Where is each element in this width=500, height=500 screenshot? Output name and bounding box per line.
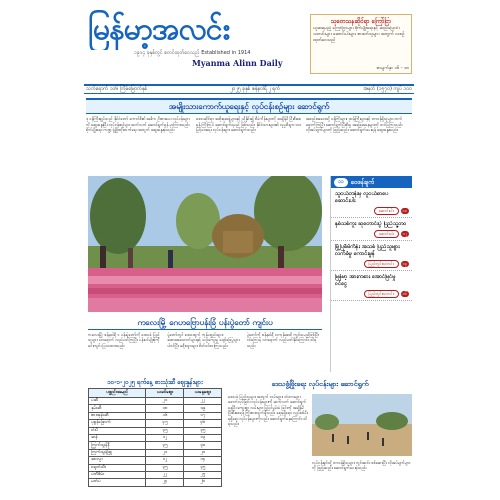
dateline (84, 84, 414, 94)
promo-box (310, 14, 412, 74)
table-cell-price: ၂၀ (184, 449, 222, 456)
table-cell-item: ကြက်သွန်ဖြူ (89, 449, 146, 456)
lead-article (86, 116, 412, 172)
sidebar-item-page: ၁၄ (402, 261, 407, 266)
table-cell-price: ၁၂ (146, 457, 184, 464)
table-cell-item: ဆန် (89, 434, 146, 441)
table-row (89, 420, 222, 427)
table-cell-item: ငရုတ်သီး (89, 464, 146, 471)
price-table-section (88, 378, 222, 492)
price-table (88, 388, 222, 487)
table-cell-item: အာလူး (89, 457, 146, 464)
table-cell-item: မတ်ပဲ (89, 479, 146, 486)
festival-article (88, 332, 322, 374)
sidebar-item-page: ၁၆ (402, 291, 407, 296)
table-cell-price: ၃၀ (184, 442, 222, 449)
table-cell-price: ၁၃ (184, 434, 222, 441)
table-cell-item: စားအုန်းဆီ (89, 412, 146, 419)
price-table-title: ၁၀-၁-၂၀၂၅ ရက်နေ့ စားသုံးဆီ ဈေးနှုန်းများ (107, 379, 203, 386)
promo-price: စာမျက်နှာ ၁၆ - ၁၈ (376, 66, 409, 71)
table-cell-price: ၃၅ (146, 464, 184, 471)
masthead (84, 6, 414, 81)
table-cell-price: ၁၂ (146, 434, 184, 441)
table-row (89, 398, 222, 405)
table-cell-price: ၂၂ (146, 471, 184, 478)
table-row (89, 412, 222, 419)
table-cell-price: ၃၅ (146, 442, 184, 449)
established-line: ၁၉၁၄ ခုနှစ်တွင် စတင်ထုတ်ဝေသည် Established in 1914 (134, 50, 251, 56)
lead-column: ဒု ဝန်ကြီးချုပ်သည် နိုင်ငံတော် ကောင်စီ၏ အဓိက ဦးစားပေး လုပ်ငန်းများကို ဆွေးနွေးပြီး လုပ်ငန်းစဉ်များ ဆက်လက် ဆောင်ရွက်ရန် မှာကြားသည်။ စိုက်ပျိုးရေး ကဏ္ဍ ဖွံ့ဖြိုးတိုးတက်ရေး အတွက် ဆွေးနွေးခဲ့သည်။ (86, 116, 190, 133)
sidebar-item-text: နှစ်သစ်ကူး ဆုတောင်းပွဲ ပြည်သူ့ဘဝ (335, 221, 407, 227)
sidebar-item-text: မြန်မာ့ အားကစား အောင်မြင်မှု ဝင်ငွေ (335, 274, 396, 287)
table-cell-item: နှမ်းဆီ (89, 405, 146, 412)
table-cell-price: ၂၄ (146, 479, 184, 486)
sidebar-item[interactable] (331, 271, 412, 301)
table-cell-price: ၁၉ (184, 405, 222, 412)
sidebar-item-section: ပြည်တွင်းသတင်း (364, 290, 399, 298)
sidebar-header-number: ၁၁ (334, 178, 348, 187)
table-cell-price: ၄၅ (146, 420, 184, 427)
table-header: ယနေ့ဈေး (184, 389, 222, 398)
lead-column: အစည်းအဝေးသို့ ဝန်ကြီးများ၊ ဒုဝန်ကြီးများနှင့် တာဝန်ရှိသူများ တက်ရောက်ကြပြီး ဆောင်ရွက်ပြီးစီးမှု အခြေအနေများကို တင်ပြကြသည်။ လိုအပ်ချက်များကို ဖြည့်ဆည်း ဆောင်ရွက်ပေးရန် ဆွေးနွေးသည်။ (306, 116, 403, 133)
table-row (89, 442, 222, 449)
table-cell-price: ၃၅ (146, 427, 184, 434)
festival-column: ပွဲတော်တွင် ဒေသထွက် ကုန်ပစ္စည်းများ၊ အစားအသောက်များနှင့် ယဉ်ကျေးမှု ဖျော်ဖြေပွဲများ ပါဝင်ပြီး ခရီးသွားများ စိတ်ဝင်စားကြသည်။ (167, 332, 240, 348)
development-article (228, 378, 412, 492)
flower-festival-photo (88, 176, 322, 312)
sidebar-header (331, 176, 412, 188)
table-cell-price: ၃၅ (184, 464, 222, 471)
sidebar-item-section: ဆောင်းပါး (374, 207, 399, 215)
table-row (89, 434, 222, 441)
table-row (89, 464, 222, 471)
table-row (89, 449, 222, 456)
newspaper-front-page (84, 6, 414, 494)
sidebar-item-text: သူငယ်တန်းမှ လူငယ်စာပေ ဆောင်းပါး (335, 191, 389, 204)
sidebar-item[interactable] (331, 218, 412, 241)
table-cell-price: ၁၇ (184, 412, 222, 419)
table-header: ပစ္စည်းအမည် (89, 389, 146, 398)
dateline-volume: သက်ရောက် ၁၀၆ ကြိမ်မြောက်နှစ် (86, 86, 148, 92)
table-cell-item: ပဲဆီ (89, 398, 146, 405)
table-row (89, 471, 222, 478)
table-cell-item: ပုစွန်ခြောက် (89, 420, 146, 427)
table-cell-price: ၂၁ (146, 449, 184, 456)
development-headline[interactable]: ဒေသဖွံ့ဖြိုးရေး လုပ်ငန်းများ ဆောင်ရွက် (271, 380, 369, 388)
sidebar-contents (330, 176, 412, 372)
field-work-photo (312, 394, 412, 456)
dateline-issue: အမှတ် (၁၅၇၀) ကျပ် ၁၀၀ (362, 86, 412, 92)
dateline-date: ၂၀၂၅ ခုနှစ် ဇန်နဝါရီ ၂ ရက် (230, 86, 281, 92)
festival-column: ပွဲတော်ကို ဇန်နဝါရီ လကုန်အထိ ကျင်းပမည်ဖြစ်ပြီး ဝင်ကြေးမဲ့ လာရောက် လည်ပတ်နိုင်ကြောင်း သိရသည်။ (246, 332, 319, 348)
promo-text: ယူဆရမည့် ကြော်ငြာများ စိုက်ပျိုးရေးနှင့် ဆည်မြောင်း သတင်းများ ဆောင်းပါးများ စာဖတ်သူများ အတွက် လစဉ် ထုတ်ဝေသည် (313, 26, 405, 43)
promo-title: သုတေသနဆိုင်ရာ ကြော်ငြာ (330, 18, 392, 25)
sidebar-item-text: မြို့ပြစီမံကိန်း အသစ် ပြည်သူများ လက်ခံမှု ကောင်းမွန် (335, 244, 400, 257)
table-cell-price: ၃၅ (184, 427, 222, 434)
table-cell-price: ၁၆ (146, 412, 184, 419)
table-cell-price: ၂၆ (184, 479, 222, 486)
development-text: ဒေသခံ ပြည်သူများ အတွက် လမ်းများ၊ တံတားများ ဖောက်လုပ်ခြင်း လုပ်ငန်းများကို ဆက်လက် ဆောင်ရွက်နေပြီး ကျေးရွာ လမ်းများ ပြုပြင်မွမ်းမံ ခြင်းကို အချိန်မီ ပြီးစီးစေရန် ကြိုးစားလျက်ရှိသည်။ ရေရရှိရေး၊ လျှပ်စစ်မီး ရရှိရေး လုပ်ငန်းများကိုလည်း ဆောင်ရွက်နေကြောင်း သိရသည်။ (228, 394, 308, 427)
table-row (89, 405, 222, 412)
table-cell-price: ၂၁ (146, 398, 184, 405)
table-cell-price: ၂၂ (184, 398, 222, 405)
lead-column: ဒေသဆိုင်ရာ အစိုးရအဖွဲ့များနှင့် ညှိနှိုင်း၍ စီမံကိန်းများကို အချိန်မီ ပြီးစီးစေရန် ကြီးကြပ် ဆောင်ရွက်ရမည် ဖြစ်သည်။ နိုင်ငံသားများ၏ လူမှုစီးပွား ဘဝ မြင့်မားရေး လုပ်ငန်းများ ဆောင်ရွက်သည်။ (196, 116, 302, 133)
table-cell-price: ၄၆ (184, 420, 222, 427)
sidebar-item[interactable] (331, 241, 412, 271)
sidebar-item-page: ၁၂ (402, 231, 407, 236)
english-title: Myanma Alinn Daily (192, 58, 283, 68)
table-row (89, 427, 222, 434)
table-cell-price: ၁၈ (146, 405, 184, 412)
table-cell-price: ၂၅ (184, 471, 222, 478)
sidebar-header-label: ဝေဖန်ချက် (351, 178, 375, 186)
development-text-cont: လုပ်ငန်းခွင်သို့ တာဝန်ရှိသူများ ကွင်းဆင်း စစ်ဆေးပြီး လိုအပ်ချက်များကို ဖြည့်ဆည်း ဆောင်ရွက်ပေးခဲ့သည်။ (312, 460, 411, 471)
table-row (89, 457, 222, 464)
table-cell-item: ပဲတီစိမ်း (89, 471, 146, 478)
table-cell-item: ငါးပိ (89, 427, 146, 434)
sidebar-item-section: ပြည်တွင်းသတင်း (364, 260, 399, 268)
table-cell-price: ၁၄ (184, 457, 222, 464)
sidebar-item-section: ဆောင်းပါး (374, 230, 399, 238)
lead-headline[interactable]: အမျိုးသားကောက်ယူရေးနှင့် လုပ်ငန်းစဉ်များ ဆောင်ရွက် (86, 98, 412, 114)
festival-column: ကလေးမြို့၊ ဇန်နဝါရီ ၁ ပန်းပွဲတော်ကို ဒေသခံ ပြည်သူများ လာရောက် လည်ပတ်ကြပြီး ပန်းပင်မျိုးစုံကို ခင်းကျင်း ပြသထားသည်။ (88, 332, 160, 348)
sidebar-item-page: ၁၀ (402, 208, 407, 213)
festival-headline[interactable]: ကလေးမြို့ ဂေဟဗြောပန်းခြံ ပန်းပွဲတော် ကျင်းပ (88, 316, 322, 330)
table-cell-item: ကြက်သွန်နီ (89, 442, 146, 449)
table-header: ယခင်ဈေး (146, 389, 184, 398)
newspaper-logo: မြန်မာ့အလင်း (88, 12, 230, 47)
sidebar-item[interactable] (331, 188, 412, 218)
table-row (89, 479, 222, 486)
